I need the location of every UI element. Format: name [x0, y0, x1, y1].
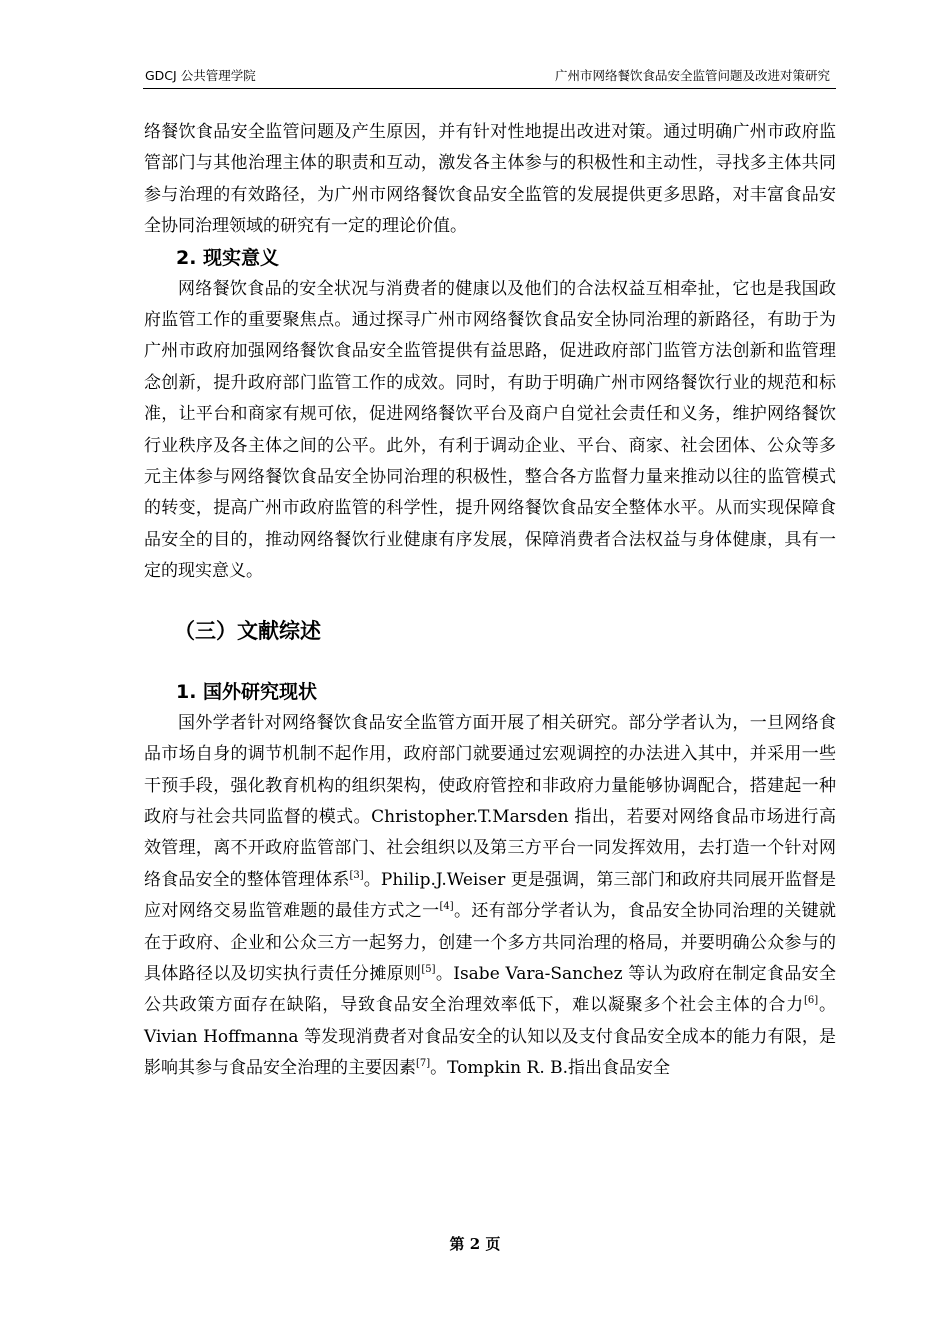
citation-ref: [4] — [439, 901, 454, 913]
text-span: 。Tompkin R. B.指出食品安全 — [430, 1058, 671, 1079]
page-content — [144, 117, 836, 1085]
text-span: 。Philip.J.Weiser 更是强调，第三部门和政府共同展开监督是应对网络交易监管难题的最佳方式之一 — [144, 869, 836, 922]
paragraph-foreign-research — [144, 708, 836, 1085]
citation-ref: [3] — [349, 869, 364, 881]
text-span: 。还有部分学者认为，食品安全协同治理的关键就在于政府、企业和公众三方一起努力，创建一个多方共同治理的格局，并要明确公众参与的具体路径以及切实执行责任分摊原则 — [144, 901, 837, 984]
header-thesis-title: 广州市网络餐饮食品安全监管问题及改进对策研究 — [554, 68, 830, 83]
text-span: 国外学者针对网络餐饮食品安全监管方面开展了相关研究。部分学者认为，一旦网络食品市场自身的调节机制不起作用，政府部门就要通过宏观调控的办法进入其中，并采用一些干预手段，强化教育机构的组织架构，使政府管控和非政府力量能够协调配合，搭建起一种政府与社会共同监督的模式。Christopher.T.Marsden 指出，若要对网络食品市场进行高效管理，离不开政府监管部门、社会组织以及第三方平台一同发挥效用，去打造一个针对网络食品安全的整体管理体系 — [144, 712, 836, 890]
subheading-practical-significance: 2. 现实意义 — [176, 246, 280, 269]
citation-ref: [6] — [804, 995, 819, 1007]
section-heading-literature-review: （三）文献综述 — [174, 618, 321, 643]
page-number: 第 2 页 — [449, 1235, 501, 1253]
text-span: 。Isabe Vara-Sanchez 等认为政府在制定食品安全公共政策方面存在缺陷，导致食品安全治理效率低下，难以凝聚多个社会主体的合力 — [144, 963, 837, 1016]
text-span: 。Vivian Hoffmanna 等发现消费者对食品安全的认知以及支付食品安全成本的能力有限，是影响其参与食品安全治理的主要因素 — [144, 995, 837, 1079]
subheading-foreign-research: 1. 国外研究现状 — [176, 680, 318, 703]
citation-ref: [5] — [421, 963, 436, 975]
citation-ref: [7] — [416, 1058, 431, 1070]
header-school: GDCJ 公共管理学院 — [145, 68, 256, 83]
paragraph-theoretical-significance: 络餐饮食品安全监管问题及产生原因，并有针对性地提出改进对策。通过明确广州市政府监管部门与其他治理主体的职责和互动，激发各主体参与的积极性和主动性，寻找多主体共同参与治理的有效路径，为广州市网络餐饮食品安全监管的发展提供更多思路，对丰富食品安全协同治理领域的研究有一定的理论价值。 — [144, 122, 836, 237]
page-header — [143, 68, 836, 89]
paragraph-practical-significance: 网络餐饮食品的安全状况与消费者的健康以及他们的合法权益互相牵扯，它也是我国政府监管工作的重要聚焦点。通过探寻广州市网络餐饮食品安全协同治理的新路径，有助于为广州市政府加强网络餐饮食品安全监管提供有益思路，促进政府部门监管方法创新和监管理念创新，提升政府部门监管工作的成效。同时，有助于明确广州市网络餐饮行业的规范和标准，让平台和商家有规可依，促进网络餐饮平台及商户自觉社会责任和义务，维护网络餐饮行业秩序及各主体之间的公平。此外，有利于调动企业、平台、商家、社会团体、公众等多元主体参与网络餐饮食品安全协同治理的积极性，整合各方监督力量来推动以往的监管模式的转变，提高广州市政府监管的科学性，提升网络餐饮食品安全整体水平。从而实现保障食品安全的目的，推动网络餐饮行业健康有序发展，保障消费者合法权益与身体健康，具有一定的现实意义。 — [144, 278, 836, 582]
